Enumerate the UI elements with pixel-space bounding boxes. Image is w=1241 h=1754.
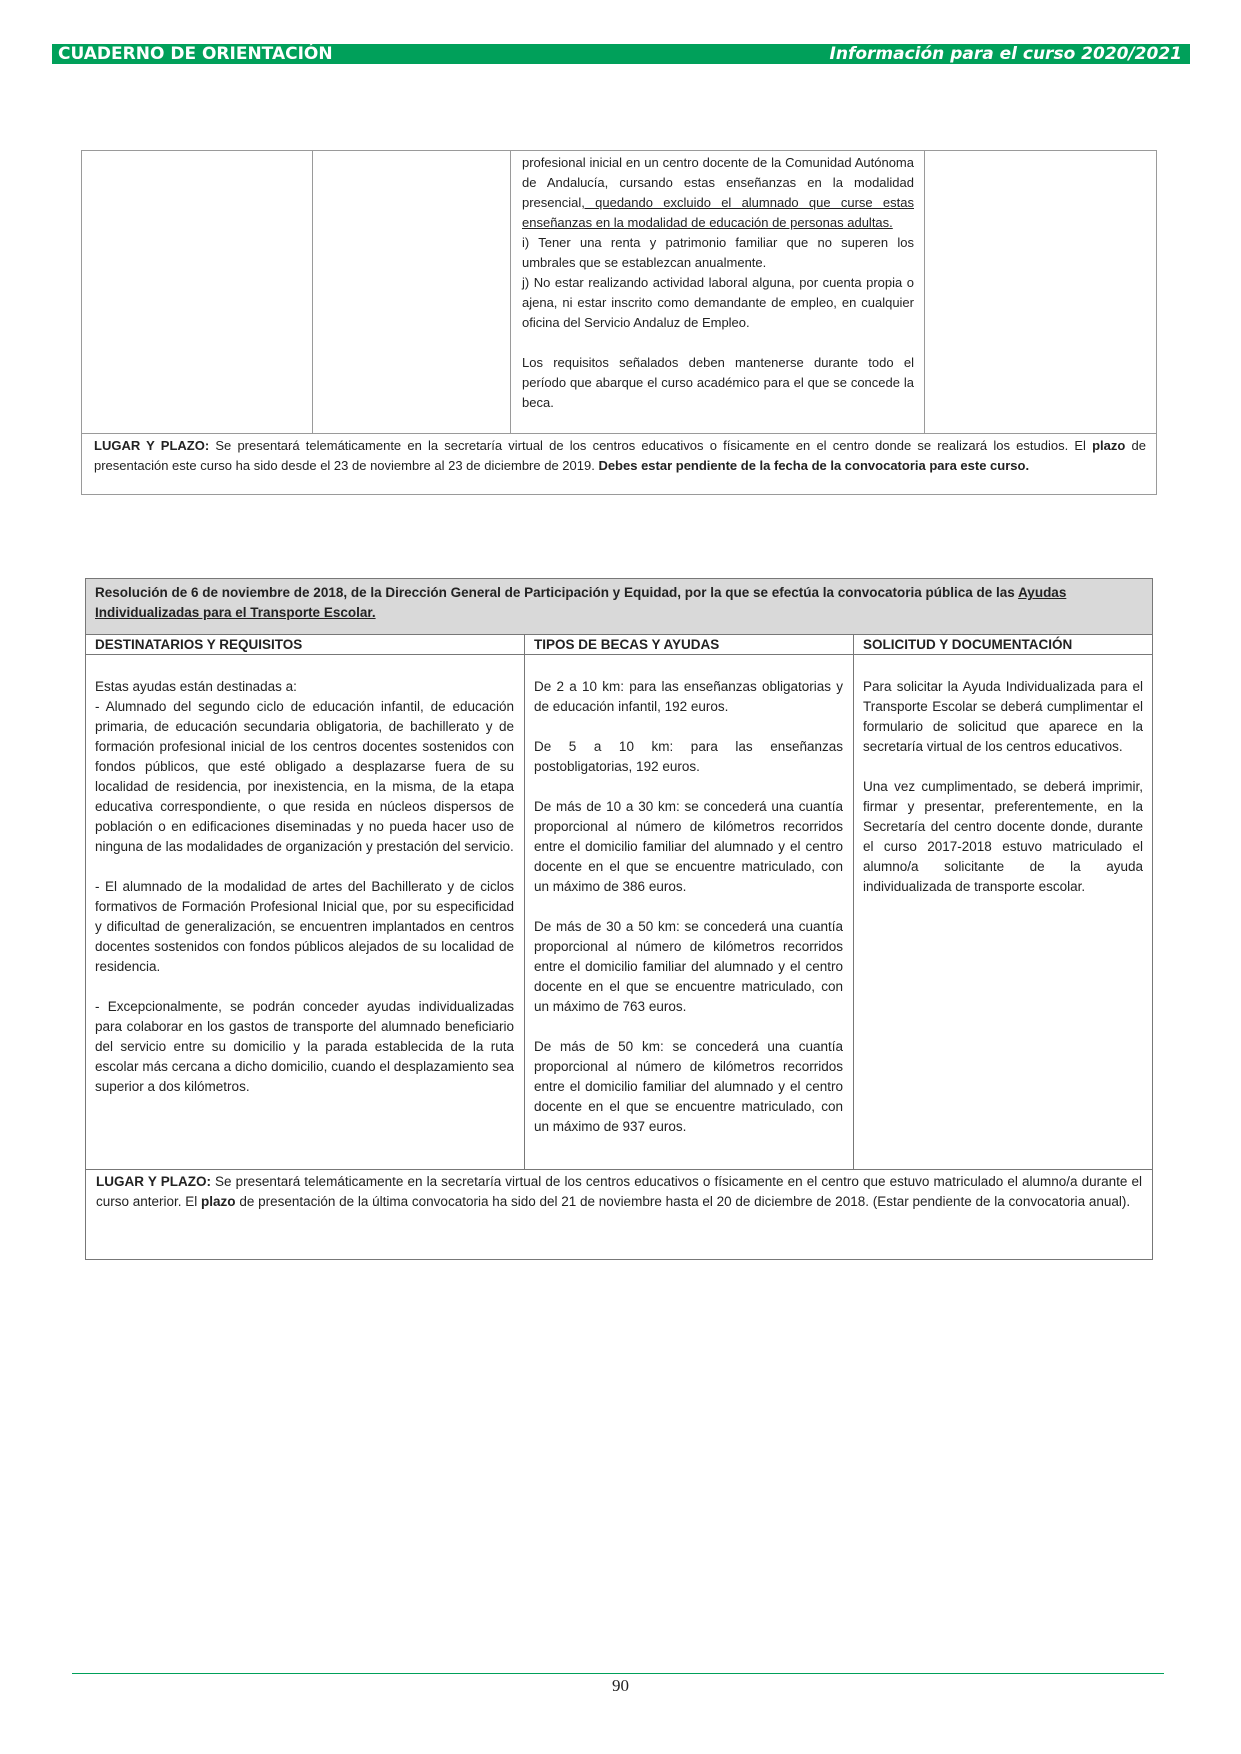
tipos-cell bbox=[534, 677, 843, 1137]
page-number: 90 bbox=[612, 1676, 629, 1695]
column-divider bbox=[853, 635, 854, 1169]
row-divider bbox=[82, 433, 1156, 434]
requirement-paragraph: profesional inicial en un centro docente de la Comunidad Autónoma de Andalucía, cursando estas enseñanzas en la modalidad presencial, quedando excluido el alumnado que curse estas enseñanzas en la modalidad de educación de personas adultas. bbox=[522, 155, 914, 230]
header-right-title: Información para el curso 2020/2021 bbox=[829, 44, 1182, 64]
list-item: Una vez cumplimentado, se deberá imprimir, firmar y presentar, preferentemente, en la Secretaría del centro docente donde, durante el curso 2017-2018 estuvo matriculado el alumno/a solicitante de la ayuda individualizada de transporte escolar. bbox=[863, 779, 1143, 894]
transport-aid-table bbox=[85, 578, 1153, 1260]
solicitud-cell bbox=[863, 677, 1143, 897]
destinatarios-cell bbox=[95, 677, 514, 1097]
header-solicitud: SOLICITUD Y DOCUMENTACIÓN bbox=[863, 637, 1073, 652]
list-item: De más de 30 a 50 km: se concederá una cuantía proporcional al número de kilómetros recorridos entre el domicilio familiar del alumnado y el centro docente en el que se encuentre matriculado, con un máximo de 763 euros. bbox=[534, 919, 843, 1014]
table-title: Resolución de 6 de noviembre de 2018, de la Dirección General de Participación y Equidad, por la que se efectúa la convocatoria pública de las Ayudas Individualizadas para el Transporte Escolar. bbox=[86, 579, 1152, 635]
requirement-item-j: j) No estar realizando actividad laboral alguna, por cuenta propia o ajena, ni estar inscrito como demandante de empleo, en cualquier oficina del Servicio Andaluz de Empleo. bbox=[522, 275, 914, 330]
requirements-cell bbox=[522, 153, 914, 413]
list-item: De 2 a 10 km: para las enseñanzas obligatorias y de educación infantil, 192 euros. bbox=[534, 679, 843, 714]
requirement-note: Los requisitos señalados deben mantenerse durante todo el período que abarque el curso académico para el que se concede la beca. bbox=[522, 355, 914, 410]
header-tipos: TIPOS DE BECAS Y AYUDAS bbox=[534, 637, 720, 652]
requirement-item-i: i) Tener una renta y patrimonio familiar que no superen los umbrales que se establezcan anualmente. bbox=[522, 235, 914, 270]
lugar-plazo: LUGAR Y PLAZO: Se presentará telemáticamente en la secretaría virtual de los centros educativos o físicamente en el centro que estuvo matriculado el alumno/a durante el curso anterior. El plazo de presentación de la última convocatoria ha sido del 21 de noviembre hasta el 20 de diciembre de 2018. (Estar pendiente de la convocatoria anual). bbox=[96, 1174, 1142, 1209]
list-item: De más de 50 km: se concederá una cuantía proporcional al número de kilómetros recorridos entre el domicilio familiar del alumnado y el centro docente en el que se encuentre matriculado, con un máximo de 937 euros. bbox=[534, 1039, 843, 1134]
header-destinatarios: DESTINATARIOS Y REQUISITOS bbox=[95, 637, 303, 652]
continuation-table bbox=[81, 150, 1157, 495]
list-item: - Excepcionalmente, se podrán conceder ayudas individualizadas para colaborar en los gastos de transporte del alumnado beneficiario del servicio entre su domicilio y la parada establecida de la ruta escolar más cercana a dicho domicilio, cuando el desplazamiento sea superior a dos kilómetros. bbox=[95, 999, 514, 1094]
footer-divider bbox=[72, 1673, 1164, 1674]
list-item: - El alumnado de la modalidad de artes del Bachillerato y de ciclos formativos de Formación Profesional Inicial que, por su especificidad y dificultad de generalización, se encuentren implantados en centros docentes sostenidos con fondos públicos alejados de su localidad de residencia. bbox=[95, 879, 514, 974]
list-item: De más de 10 a 30 km: se concederá una cuantía proporcional al número de kilómetros recorridos entre el domicilio familiar del alumnado y el centro docente en el que se encuentre matriculado, con un máximo de 386 euros. bbox=[534, 799, 843, 894]
table-header-row bbox=[86, 635, 1152, 655]
intro-text: Estas ayudas están destinadas a: bbox=[95, 679, 297, 694]
lugar-plazo: LUGAR Y PLAZO: Se presentará telemáticamente en la secretaría virtual de los centros educativos o físicamente en el centro donde se realizará los estudios. El plazo de presentación este curso ha sido desde el 23 de noviembre al 23 de diciembre de 2019. Debes estar pendiente de la fecha de la convocatoria para este curso. bbox=[94, 438, 1146, 473]
empty-cell bbox=[82, 151, 313, 433]
header-left-title: CUADERNO DE ORIENTACIÓN bbox=[58, 44, 333, 64]
row-divider bbox=[86, 1169, 1152, 1170]
column-divider bbox=[524, 635, 525, 1169]
empty-cell bbox=[312, 151, 511, 433]
list-item: De 5 a 10 km: para las enseñanzas postobligatorias, 192 euros. bbox=[534, 739, 843, 774]
page-header bbox=[52, 44, 1190, 64]
list-item: Para solicitar la Ayuda Individualizada para el Transporte Escolar se deberá cumplimentar el formulario de solicitud que aparece en la secretaría virtual de los centros educativos. bbox=[863, 679, 1143, 754]
empty-cell bbox=[924, 151, 925, 433]
list-item: - Alumnado del segundo ciclo de educación infantil, de educación primaria, de educación secundaria obligatoria, de bachillerato y de formación profesional inicial de los centros docentes sostenidos con fondos públicos, que esté obligado a desplazarse fuera de su localidad de residencia, por inexistencia, en la misma, de la etapa educativa correspondiente, o que resida en núcleos dispersos de población o en edificaciones diseminadas y no pueda hacer uso de ninguna de las modalidades de organización y prestación del servicio. bbox=[95, 699, 514, 854]
